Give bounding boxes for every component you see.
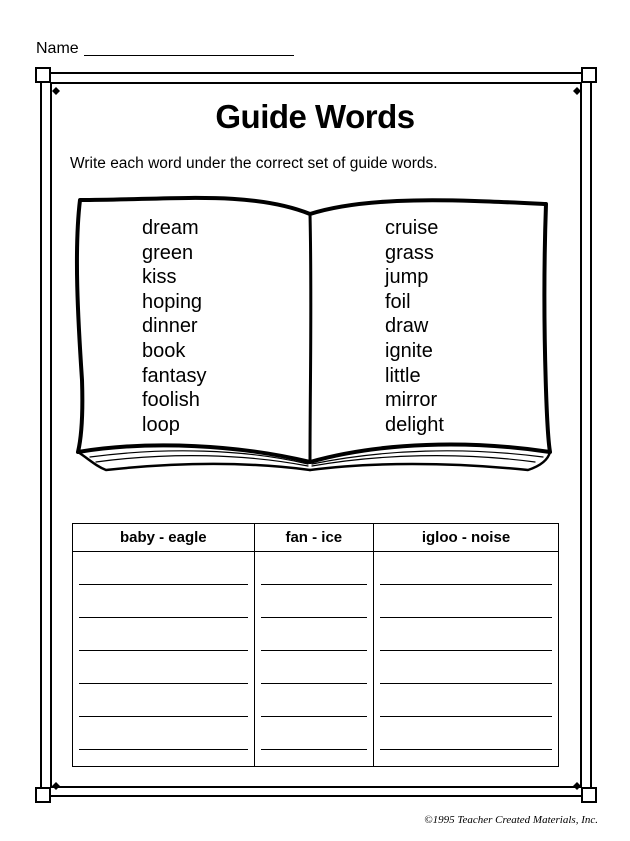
left-page-words bbox=[142, 216, 206, 437]
answer-line[interactable] bbox=[380, 684, 552, 717]
answer-line[interactable] bbox=[380, 585, 552, 618]
answer-line[interactable] bbox=[79, 684, 248, 717]
word-item: grass bbox=[385, 241, 434, 264]
word-item: dinner bbox=[142, 315, 198, 338]
answer-line[interactable] bbox=[261, 618, 367, 651]
copyright-notice: ©1995 Teacher Created Materials, Inc. bbox=[424, 814, 598, 826]
word-item: book bbox=[142, 339, 186, 362]
answer-column bbox=[73, 552, 255, 767]
answer-line[interactable] bbox=[79, 651, 248, 684]
word-item: little bbox=[385, 364, 421, 387]
answer-line[interactable] bbox=[79, 552, 248, 585]
answer-line[interactable] bbox=[79, 618, 248, 651]
name-label: Name bbox=[36, 40, 79, 57]
word-item: dream bbox=[142, 217, 199, 239]
column-header: baby - eagle bbox=[73, 524, 255, 552]
answer-line[interactable] bbox=[261, 684, 367, 717]
answer-line[interactable] bbox=[79, 585, 248, 618]
guide-words-table bbox=[72, 523, 559, 767]
word-item: fantasy bbox=[142, 364, 207, 387]
word-item: loop bbox=[142, 413, 180, 436]
word-item: cruise bbox=[385, 217, 439, 239]
column-header: fan - ice bbox=[254, 524, 373, 552]
page-title: Guide Words bbox=[215, 98, 415, 135]
answer-line[interactable] bbox=[380, 717, 552, 750]
word-item: kiss bbox=[142, 266, 177, 289]
answer-column bbox=[374, 552, 559, 767]
word-item: draw bbox=[385, 315, 429, 338]
answer-line[interactable] bbox=[380, 618, 552, 651]
column-header: igloo - noise bbox=[374, 524, 559, 552]
word-item: ignite bbox=[385, 339, 433, 362]
word-item: mirror bbox=[385, 389, 438, 412]
word-item: jump bbox=[385, 266, 429, 289]
word-item: hoping bbox=[142, 290, 203, 313]
instructions: Write each word under the correct set of guide words. bbox=[70, 155, 438, 172]
answer-line[interactable] bbox=[380, 651, 552, 684]
word-item: foil bbox=[385, 290, 411, 313]
answer-line[interactable] bbox=[261, 585, 367, 618]
word-item: green bbox=[142, 241, 194, 264]
answer-line[interactable] bbox=[261, 552, 367, 585]
answer-line[interactable] bbox=[261, 651, 367, 684]
right-page-words bbox=[385, 216, 444, 437]
word-item: foolish bbox=[142, 389, 200, 412]
answer-line[interactable] bbox=[380, 552, 552, 585]
answer-column bbox=[254, 552, 373, 767]
answer-line[interactable] bbox=[79, 717, 248, 750]
word-item: delight bbox=[385, 413, 444, 436]
answer-line[interactable] bbox=[261, 717, 367, 750]
